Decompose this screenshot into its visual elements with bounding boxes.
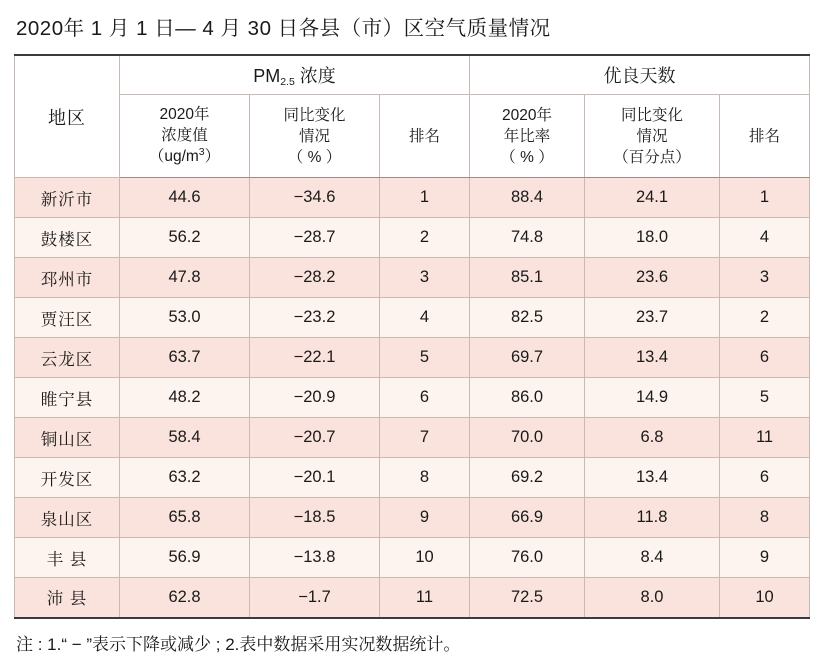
cell-region: 鼓楼区 <box>15 218 120 258</box>
cell-days-rank: 11 <box>720 418 810 458</box>
header-pm25-change-line2: 情况 <box>298 127 330 145</box>
cell-pm25-value: 63.2 <box>120 458 250 498</box>
header-group-pm25-label: PM <box>253 66 281 86</box>
cell-pm25-value: 53.0 <box>120 298 250 338</box>
cell-region: 邳州市 <box>15 258 120 298</box>
cell-days-rate: 82.5 <box>470 298 585 338</box>
cell-pm25-value: 62.8 <box>120 578 250 618</box>
cell-days-rate: 70.0 <box>470 418 585 458</box>
header-days-change <box>585 95 720 178</box>
cell-days-rate: 86.0 <box>470 378 585 418</box>
cell-days-rank: 8 <box>720 498 810 538</box>
table-header-row-columns <box>15 95 810 178</box>
cell-days-rank: 6 <box>720 458 810 498</box>
cell-pm25-rank: 7 <box>380 418 470 458</box>
cell-pm25-value: 56.9 <box>120 538 250 578</box>
cell-pm25-rank: 3 <box>380 258 470 298</box>
air-quality-table <box>14 54 810 619</box>
cell-pm25-rank: 2 <box>380 218 470 258</box>
cell-pm25-change: −22.1 <box>250 338 380 378</box>
cell-region: 丰 县 <box>15 538 120 578</box>
cell-days-rate: 85.1 <box>470 258 585 298</box>
cell-pm25-rank: 4 <box>380 298 470 338</box>
table-row <box>15 338 810 378</box>
cell-pm25-change: −20.9 <box>250 378 380 418</box>
cell-pm25-value: 58.4 <box>120 418 250 458</box>
cell-days-rank: 2 <box>720 298 810 338</box>
table-row <box>15 298 810 338</box>
cell-pm25-value: 63.7 <box>120 338 250 378</box>
table-row <box>15 178 810 218</box>
header-region: 地区 <box>15 55 120 178</box>
header-days-change-line2: 情况 <box>636 127 668 145</box>
cell-days-rate: 74.8 <box>470 218 585 258</box>
cell-days-change: 14.9 <box>585 378 720 418</box>
cell-days-rate: 69.7 <box>470 338 585 378</box>
header-group-pm25-tail: 浓度 <box>294 66 336 86</box>
cell-days-change: 13.4 <box>585 458 720 498</box>
header-days-rate-line1: 2020年 <box>502 106 552 124</box>
cell-pm25-change: −34.6 <box>250 178 380 218</box>
header-pm25-change <box>250 95 380 178</box>
header-days-rate-line2: 年比率 <box>503 127 551 145</box>
cell-pm25-change: −28.2 <box>250 258 380 298</box>
table-row <box>15 418 810 458</box>
cell-days-change: 23.6 <box>585 258 720 298</box>
cell-pm25-value: 47.8 <box>120 258 250 298</box>
cell-days-rank: 4 <box>720 218 810 258</box>
cell-pm25-rank: 5 <box>380 338 470 378</box>
cell-region: 贾汪区 <box>15 298 120 338</box>
cell-days-rate: 88.4 <box>470 178 585 218</box>
table-row <box>15 378 810 418</box>
cell-pm25-change: −13.8 <box>250 538 380 578</box>
header-pm25-unit-suffix: ） <box>204 147 221 165</box>
cell-pm25-value: 56.2 <box>120 218 250 258</box>
header-days-rate-line3: （ % ） <box>500 148 554 166</box>
header-pm25-value-line3 <box>120 146 249 169</box>
header-pm25-value <box>120 95 250 178</box>
table-header <box>15 55 810 178</box>
cell-pm25-change: −20.1 <box>250 458 380 498</box>
header-group-pm25 <box>120 55 470 95</box>
cell-region: 云龙区 <box>15 338 120 378</box>
cell-days-rank: 3 <box>720 258 810 298</box>
cell-days-rank: 5 <box>720 378 810 418</box>
cell-pm25-rank: 6 <box>380 378 470 418</box>
cell-days-rank: 10 <box>720 578 810 618</box>
cell-region: 沛 县 <box>15 578 120 618</box>
table-row <box>15 578 810 618</box>
header-days-change-line1: 同比变化 <box>620 106 683 124</box>
cell-pm25-change: −1.7 <box>250 578 380 618</box>
cell-region: 泉山区 <box>15 498 120 538</box>
cell-region: 铜山区 <box>15 418 120 458</box>
header-days-rank: 排名 <box>720 95 810 178</box>
header-pm25-change-line3: （ % ） <box>287 148 342 166</box>
header-pm25-value-line2: 浓度值 <box>161 126 208 144</box>
cell-days-change: 23.7 <box>585 298 720 338</box>
cell-days-change: 18.0 <box>585 218 720 258</box>
cell-pm25-value: 65.8 <box>120 498 250 538</box>
cell-pm25-rank: 10 <box>380 538 470 578</box>
cell-pm25-rank: 9 <box>380 498 470 538</box>
cell-region: 新沂市 <box>15 178 120 218</box>
cell-days-rank: 6 <box>720 338 810 378</box>
cell-days-rate: 66.9 <box>470 498 585 538</box>
cell-pm25-change: −20.7 <box>250 418 380 458</box>
table-row <box>15 218 810 258</box>
table-row <box>15 458 810 498</box>
cell-pm25-rank: 1 <box>380 178 470 218</box>
header-pm25-rank: 排名 <box>380 95 470 178</box>
header-pm25-change-line1: 同比变化 <box>283 106 346 124</box>
table-row <box>15 258 810 298</box>
cell-days-rank: 1 <box>720 178 810 218</box>
table-header-row-groups <box>15 55 810 95</box>
header-days-change-line3: （百分点） <box>613 148 691 166</box>
cell-days-change: 8.0 <box>585 578 720 618</box>
header-group-pm25-sub: 2.5 <box>280 76 295 88</box>
header-pm25-unit-prefix: （ug/m <box>148 147 199 165</box>
cell-days-rank: 9 <box>720 538 810 578</box>
cell-pm25-value: 44.6 <box>120 178 250 218</box>
cell-days-change: 11.8 <box>585 498 720 538</box>
cell-days-change: 24.1 <box>585 178 720 218</box>
cell-days-rate: 72.5 <box>470 578 585 618</box>
cell-days-rate: 69.2 <box>470 458 585 498</box>
cell-days-change: 13.4 <box>585 338 720 378</box>
header-pm25-value-line1: 2020年 <box>159 105 210 123</box>
cell-pm25-value: 48.2 <box>120 378 250 418</box>
cell-pm25-change: −28.7 <box>250 218 380 258</box>
header-group-good-days: 优良天数 <box>470 55 810 95</box>
table-body <box>15 178 810 618</box>
cell-days-change: 8.4 <box>585 538 720 578</box>
cell-pm25-rank: 8 <box>380 458 470 498</box>
table-row <box>15 538 810 578</box>
table-row <box>15 498 810 538</box>
table-note: 注 : 1.“ − ”表示下降或减少 ; 2.表中数据采用实况数据统计。 <box>16 634 461 654</box>
cell-region: 开发区 <box>15 458 120 498</box>
cell-days-rate: 76.0 <box>470 538 585 578</box>
cell-pm25-change: −23.2 <box>250 298 380 338</box>
cell-days-change: 6.8 <box>585 418 720 458</box>
cell-region: 睢宁县 <box>15 378 120 418</box>
header-pm25-unit-sup: 3 <box>198 145 205 158</box>
page-title: 2020年 1 月 1 日— 4 月 30 日各县（市）区空气质量情况 <box>16 17 551 40</box>
cell-pm25-rank: 11 <box>380 578 470 618</box>
cell-pm25-change: −18.5 <box>250 498 380 538</box>
header-days-rate <box>470 95 585 178</box>
